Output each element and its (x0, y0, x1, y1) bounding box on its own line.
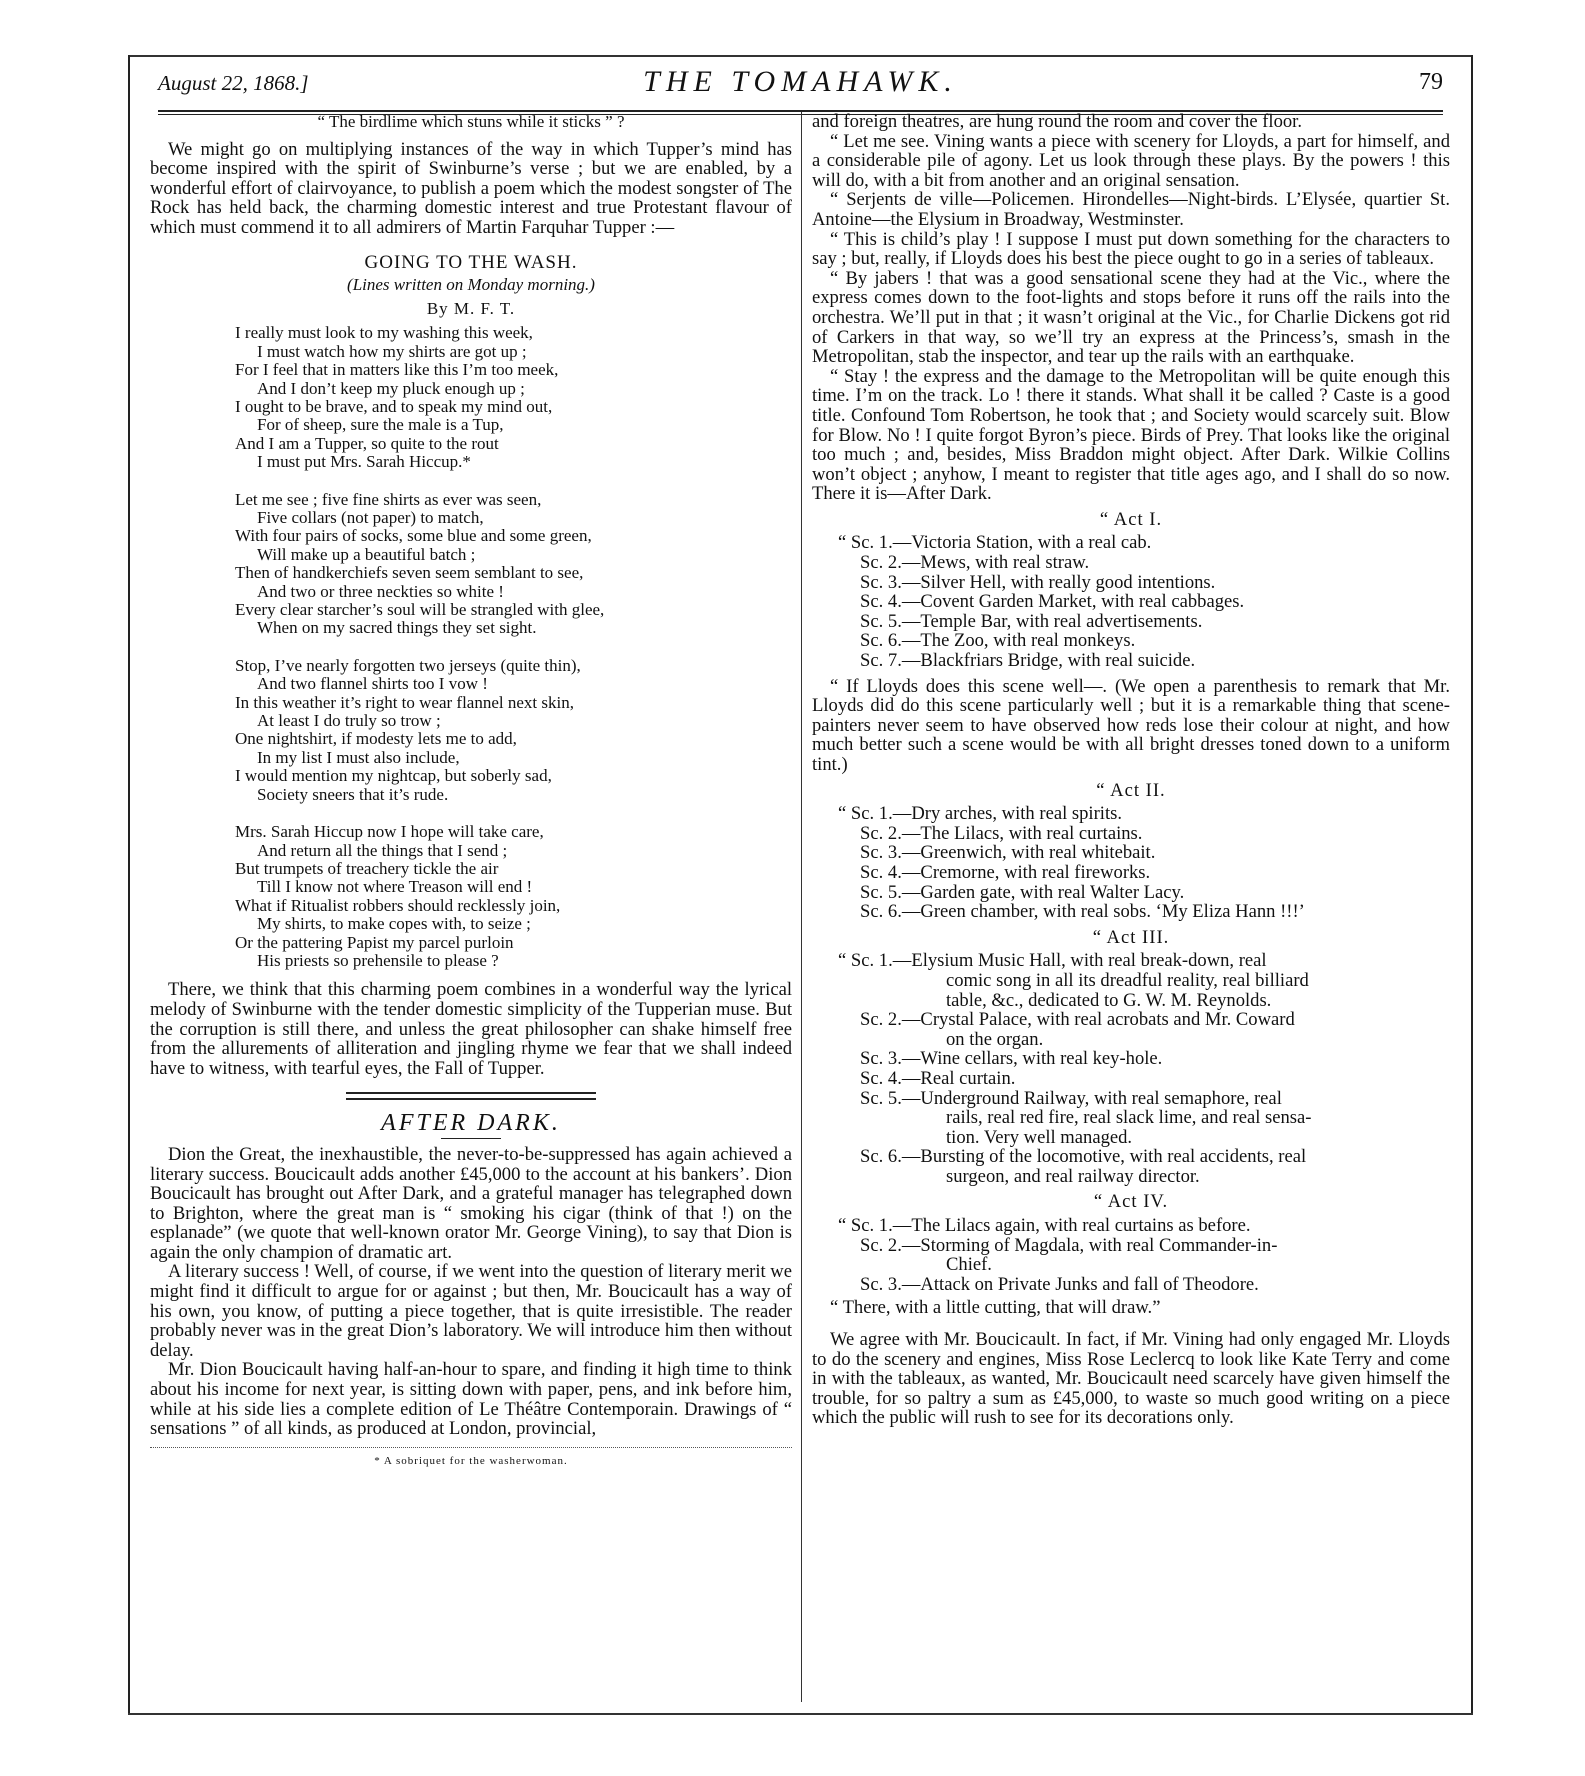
paragraph: “ There, with a little cutting, that will draw.” (830, 1297, 1161, 1319)
scene-item: Sc. 4.—Real curtain. (860, 1067, 1016, 1089)
scene-item-continued: on the organ. (946, 1028, 1044, 1050)
scene-item: “ Sc. 1.—Dry arches, with real spirits. (838, 803, 1122, 825)
poem-line: His priests so prehensile to please ? (257, 950, 499, 970)
publication-title: THE TOMAHAWK. (643, 65, 958, 98)
opening-quote: “ The birdlime which stuns while it sticks ” ? (317, 112, 625, 131)
poem-line: And I don’t keep my pluck enough up ; (257, 378, 525, 398)
poem-line: What if Ritualist robbers should recklessly join, (235, 895, 561, 915)
scene-item: Sc. 5.—Temple Bar, with real advertisements. (860, 610, 1203, 632)
poem-stanza (235, 657, 792, 804)
act-heading: “ Act II. (1096, 779, 1166, 801)
page-header (158, 65, 1443, 103)
page-border-bottom (128, 1713, 1473, 1715)
paragraph: “ By jabers ! that was a good sensational scene they had at the Vic., where the express comes down to the foot-lights and stops before it runs off the rails into the orchestra. We’ll put in that ; it wasn’t original at the Vic., for Charlie Dickens got rid of Carkers in that way, so we’ll try an express at the Princess’s, smash in the Metropolitan, stab the inspector, and tear up the rails with an earthquake. (812, 267, 1450, 368)
paragraph: There, we think that this charming poem combines in a wonderful way the lyrical melody of Swinburne with the tender domestic simplicity of the Tupperian muse. But the corruption is still there, and unless the great philosopher can shake himself free from the allurements of alliteration and jingling rhyme we fear that we shall indeed have to witness, with tearful eyes, the Fall of Tupper. (150, 979, 792, 1079)
paragraph: “ If Lloyds does this scene well—. (We open a parenthesis to remark that Mr. Lloyds did do this scene particularly well ; but it is a remarkable thing that scene-painters never seem to have observed how reds lose their colour at night, and how much better such a scene would be with all bright dresses toned down to a uniform tint.) (812, 675, 1450, 775)
poem-stanza (235, 823, 792, 970)
scene-item-continued: tion. Very well managed. (946, 1126, 1133, 1148)
scene-item: Sc. 3.—Greenwich, with real whitebait. (860, 842, 1156, 864)
footnote: * A sobriquet for the washerwoman. (374, 1454, 568, 1467)
scene-item: Sc. 4.—Covent Garden Market, with real cabbages. (860, 591, 1245, 613)
poem-subtitle: (Lines written on Monday morning.) (347, 275, 595, 295)
paragraph: “ This is child’s play ! I suppose I must put down something for the characters to say ; but, really, if Lloyds does his best the piece ought to go in a series of tableaux. (812, 228, 1450, 270)
paragraph: Dion the Great, the inexhaustible, the never-to-be-suppressed has again achieved a literary success. Boucicault adds another £45,000 to the account at his bankers’. Dion Boucicault has brought out After Dark, and a grateful manager has telegraphed down to Brighton, where the great man is “ smoking his cigar (think of that !) on the esplanade” (we quote that well-known orator Mr. George Vining), to say that Dion is again the only champion of dramatic art. (150, 1143, 792, 1263)
poem-line: I must put Mrs. Sarah Hiccup.* (257, 452, 471, 472)
poem-line: Stop, I’ve nearly forgotten two jerseys (quite thin), (235, 655, 581, 675)
scene-item: Sc. 3.—Attack on Private Junks and fall of Theodore. (860, 1273, 1259, 1295)
scene-item: “ Sc. 1.—Elysium Music Hall, with real break-down, real (838, 950, 1267, 972)
paragraph: We agree with Mr. Boucicault. In fact, if Mr. Vining had only engaged Mr. Lloyds to do the scenery and engines, Miss Rose Leclercq to look like Kate Terry and come in with the tableaux, as wanted, Mr. Boucicault need scarcely have given himself the trouble, for so paltry a sum as £45,000, to waste so much good writing on a piece which the public will rush to see for its decorations only. (812, 1329, 1450, 1429)
poem-line: At least I do truly so trow ; (257, 711, 441, 731)
scene-item: Sc. 2.—Storming of Magdala, with real Commander-in- (860, 1234, 1278, 1256)
poem-line: For I feel that in matters like this I’m too meek, (235, 360, 559, 380)
issue-date: August 22, 1868.] (158, 71, 309, 95)
scene-item: “ Sc. 1.—The Lilacs again, with real curtains as before. (838, 1215, 1251, 1237)
paragraph: “ Let me see. Vining wants a piece with scenery for Lloyds, a part for himself, and a considerable pile of agony. Let us look through these plays. By the powers ! this will do, with a bit from another and an original sensation. (812, 130, 1450, 191)
scene-item: Sc. 3.—Wine cellars, with real key-hole. (860, 1048, 1163, 1070)
poem-line: I would mention my nightcap, but soberly sad, (235, 766, 552, 786)
scene-item: Sc. 4.—Cremorne, with real fireworks. (860, 861, 1151, 883)
poem-line: In my list I must also include, (257, 747, 460, 767)
poem-line: I ought to be brave, and to speak my mind out, (235, 396, 553, 416)
section-divider (346, 1092, 596, 1100)
scene-item-continued: rails, real red fire, real slack lime, and real sensa- (946, 1107, 1312, 1129)
paragraph: A literary success ! Well, of course, if we went into the question of literary merit we might find it difficult to argue for or against ; but then, Mr. Boucicault has a way of his own, you know, of putting a piece together, that is quite irresistible. The reader probably never was in the great Dion’s laboratory. We will introduce him then without delay. (150, 1261, 792, 1361)
scene-item-continued: comic song in all its dreadful reality, real billiard (946, 969, 1309, 991)
poem-line: I really must look to my washing this week, (235, 323, 533, 343)
poem-stanza (235, 491, 792, 638)
scene-item: “ Sc. 1.—Victoria Station, with a real cab. (838, 532, 1152, 554)
scene-list (838, 804, 1450, 922)
poem-line: I must watch how my shirts are got up ; (257, 341, 527, 361)
poem-line: Let me see ; five fine shirts as ever was seen, (235, 489, 542, 509)
scene-item: Sc. 5.—Garden gate, with real Walter Lacy. (860, 881, 1185, 903)
scene-item: Sc. 3.—Silver Hell, with really good intentions. (860, 571, 1216, 593)
scene-list (838, 951, 1450, 1186)
page-border-left (128, 55, 130, 1715)
scene-list (838, 533, 1450, 670)
scene-item: Sc. 6.—Bursting of the locomotive, with real accidents, real (860, 1146, 1307, 1168)
poem-line: Then of handkerchiefs seven seem semblant to see, (235, 563, 584, 583)
page-border-top (128, 55, 1473, 57)
poem-line: Will make up a beautiful batch ; (257, 544, 476, 564)
page-number: 79 (1419, 69, 1443, 95)
scene-item: Sc. 2.—Crystal Palace, with real acrobats and Mr. Coward (860, 1009, 1295, 1031)
scene-item-continued: table, &c., dedicated to G. W. M. Reynolds. (946, 989, 1272, 1011)
poem-line: Every clear starcher’s soul will be strangled with glee, (235, 600, 605, 620)
paragraph: “ Serjents de ville—Policemen. Hirondelles—Night-birds. L’Elysée, quartier St. Antoine—the Elysium in Broadway, Westminster. (812, 189, 1450, 230)
poem-line: With four pairs of socks, some blue and some green, (235, 526, 592, 546)
poem-line: Five collars (not paper) to match, (257, 508, 484, 527)
paragraph: and foreign theatres, are hung round the room and cover the floor. (812, 111, 1302, 132)
scene-item: Sc. 5.—Underground Railway, with real semaphore, real (860, 1087, 1282, 1109)
poem-line: And I am a Tupper, so quite to the rout (235, 433, 499, 453)
article-title: AFTER DARK. (381, 1110, 561, 1137)
footnote-rule (150, 1447, 792, 1448)
paragraph: Mr. Dion Boucicault having half-an-hour to spare, and finding it high time to think about his income for next year, is sitting down with paper, pens, and ink before him, while at his side lies a complete edition of Le Théâtre Contemporain. Drawings of “ sensations ” of all kinds, as produced at London, provincial, (150, 1359, 792, 1440)
right-column (812, 112, 1450, 1428)
scene-list (838, 1216, 1450, 1294)
poem-line: Mrs. Sarah Hiccup now I hope will take care, (235, 822, 544, 842)
scene-item-continued: surgeon, and real railway director. (946, 1165, 1200, 1187)
poem-title: GOING TO THE WASH. (364, 251, 578, 273)
act-heading: “ Act IV. (1093, 1191, 1169, 1213)
poem-line: When on my sacred things they set sight. (257, 618, 537, 638)
page-border-right (1471, 55, 1473, 1715)
poem-byline: By M. F. T. (426, 298, 516, 318)
poem-line: Till I know not where Treason will end ! (257, 877, 533, 897)
poem-line: My shirts, to make copes with, to seize ; (257, 914, 531, 934)
poem-stanza (235, 324, 792, 471)
title-rule (441, 1138, 501, 1139)
column-divider (801, 112, 802, 1702)
poem-line: In this weather it’s right to wear flannel next skin, (235, 692, 574, 712)
poem-line: Society sneers that it’s rude. (257, 784, 449, 804)
paragraph: We might go on multiplying instances of the way in which Tupper’s mind has become inspired with the spirit of Swinburne’s verse ; but we are enabled, by a wonderful effort of clairvoyance, to publish a poem which the modest songster of The Rock has held back, the charming domestic interest and true Protestant flavour of which must commend it to all admirers of Martin Farquhar Tupper :— (150, 138, 792, 238)
scene-item-continued: Chief. (946, 1254, 992, 1276)
poem (235, 324, 792, 970)
left-column (150, 112, 792, 1471)
newspaper-page (128, 55, 1473, 1715)
poem-line: For of sheep, sure the male is a Tup, (257, 415, 504, 435)
paragraph: “ Stay ! the express and the damage to the Metropolitan will be quite enough this time. I’m on the track. Lo ! there it stands. What shall it be called ? Caste is a good title. Confound Tom Robertson, he took that ; and Society would scarcely suit. Blow for Blow. No ! I quite forgot Byron’s piece. Birds of Prey. That looks like the original too much ; and, besides, Miss Braddon might object. After Dark. Wilkie Collins won’t object ; anyhow, I meant to register that title ages ago, and I shall do so now. There it is—After Dark. (812, 365, 1450, 505)
poem-line: But trumpets of treachery tickle the air (235, 858, 499, 878)
scene-item: Sc. 2.—The Lilacs, with real curtains. (860, 822, 1143, 844)
act-heading: “ Act I. (1099, 508, 1163, 530)
poem-line: One nightshirt, if modesty lets me to add, (235, 729, 517, 749)
act-heading: “ Act III. (1092, 926, 1170, 948)
poem-line: And two flannel shirts too I vow ! (257, 674, 488, 694)
scene-item: Sc. 7.—Blackfriars Bridge, with real suicide. (860, 650, 1196, 672)
scene-item: Sc. 2.—Mews, with real straw. (860, 552, 1090, 574)
poem-line: And return all the things that I send ; (257, 840, 508, 860)
scene-item: Sc. 6.—The Zoo, with real monkeys. (860, 630, 1136, 652)
scene-item: Sc. 6.—Green chamber, with real sobs. ‘My Eliza Hann !!!’ (860, 901, 1305, 923)
poem-line: Or the pattering Papist my parcel purloin (235, 932, 514, 952)
poem-line: And two or three neckties so white ! (257, 581, 504, 601)
